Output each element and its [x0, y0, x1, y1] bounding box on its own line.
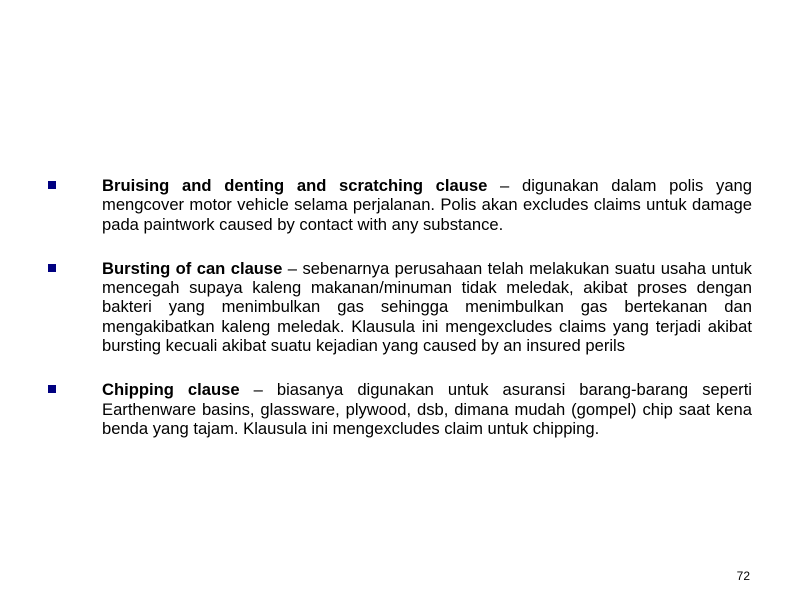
- bullet-list: [0, 176, 800, 463]
- clause-description: – digunakan dalam polis yang mengcover motor vehicle selama perjalanan. Polis akan excludes claims untuk damage pada paintwork caused by contact with any substance.: [102, 176, 753, 234]
- bullet-text: [102, 380, 752, 438]
- clause-term: Bursting of can clause: [102, 258, 283, 278]
- square-bullet-icon: [48, 264, 56, 272]
- square-bullet-icon: [48, 385, 56, 393]
- bullet-item-chipping: [0, 380, 800, 438]
- page-number: 72: [736, 569, 750, 583]
- bullet-item-bursting: [0, 259, 800, 355]
- bullet-text: [102, 176, 752, 234]
- clause-term: Bruising and denting and scratching clause: [102, 176, 488, 195]
- clause-term: Chipping clause: [102, 380, 240, 400]
- bullet-item-bruising: [0, 176, 800, 234]
- clause-description: – sebenarnya perusahaan telah melakukan suatu usaha untuk mencegah supaya kaleng makanan/minuman tidak meledak, akibat proses dengan bakteri yang menimbulkan gas sehingga menimbulkan gas bertekanan dan mengakibatkan kaleng meledak. Klausula ini mengexcludes claims yang terjadi akibat bursting kecuali akibat suatu kejadian yang caused by an insured perils: [102, 258, 752, 356]
- bullet-text: [102, 259, 752, 355]
- clause-description: – biasanya digunakan untuk asuransi barang-barang seperti Earthenware basins, glassware, plywood, dsb, dimana mudah (gompel) chip saat kena benda yang tajam. Klausula ini mengexcludes claim untuk chipping.: [102, 380, 752, 438]
- square-bullet-icon: [48, 181, 56, 189]
